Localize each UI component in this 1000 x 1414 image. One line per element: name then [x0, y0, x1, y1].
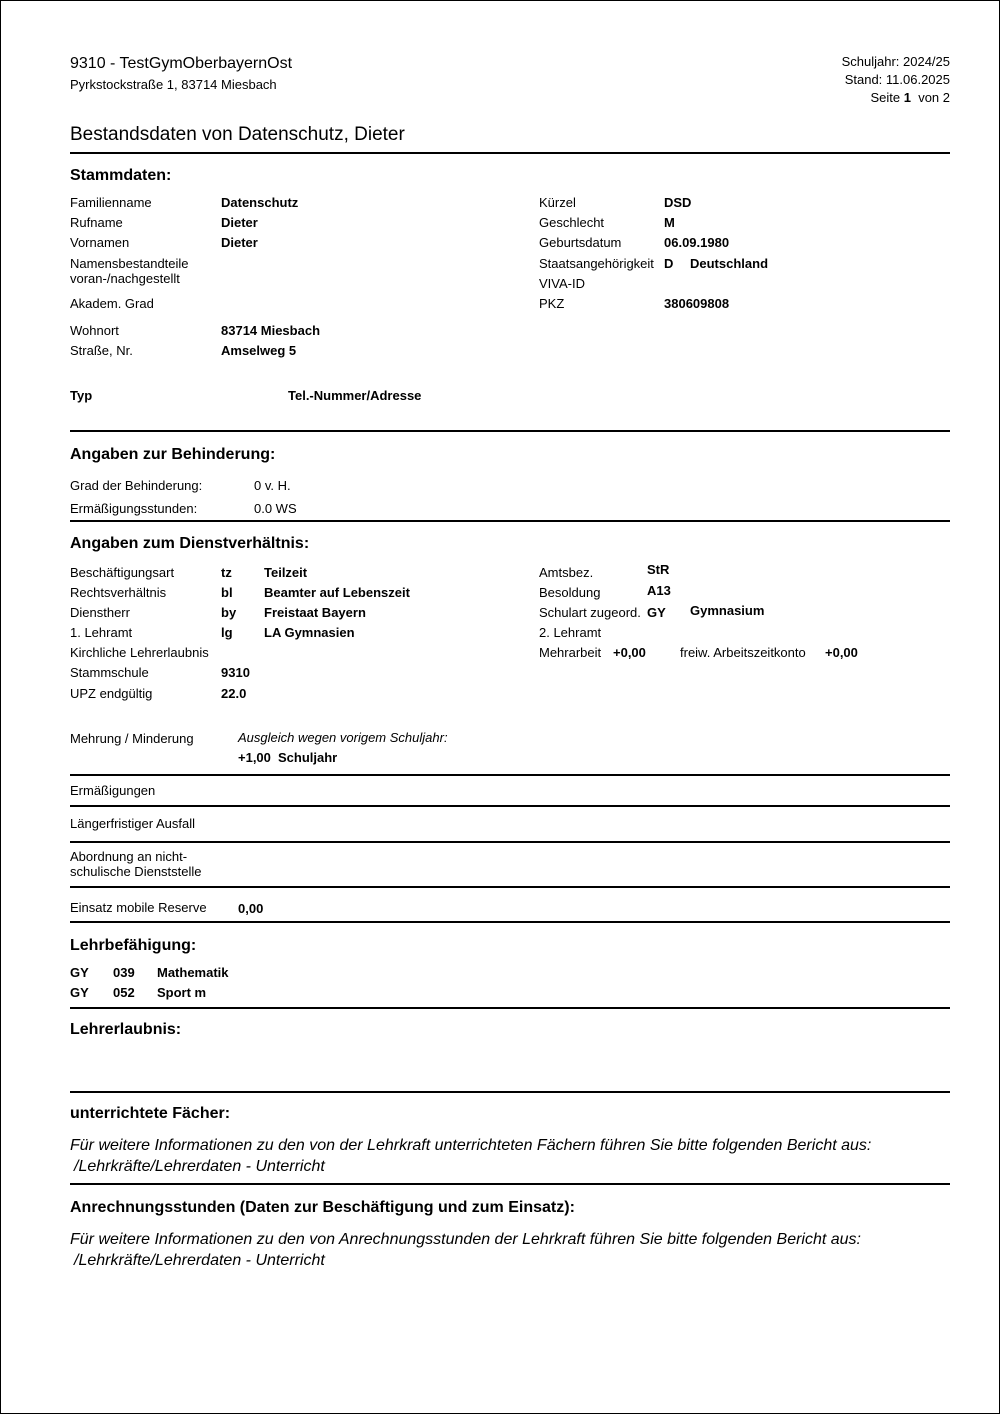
divider: [70, 1091, 950, 1093]
schuljahr: Schuljahr: 2024/25: [841, 54, 950, 69]
label-rufname: Rufname: [70, 215, 123, 230]
anrechnung-report-link: /Lehrkräfte/Lehrerdaten - Unterricht: [74, 1252, 325, 1269]
value-mobile-reserve: 0,00: [238, 901, 264, 916]
label-besoldung: Besoldung: [539, 585, 601, 600]
section-stammdaten-heading: Stammdaten:: [70, 167, 172, 184]
page-title: Bestandsdaten von Datenschutz, Dieter: [70, 124, 405, 145]
label-mehrung-minderung: Mehrung / Minderung: [70, 731, 194, 746]
stand-date: Stand: 11.06.2025: [844, 72, 950, 87]
faecher-text: Für weitere Informationen zu den von der Lehrkraft unterrichteten Fächern führen Sie bitte folgenden Bericht aus:: [70, 1137, 872, 1154]
label-kirchliche-lehrerlaubnis: Kirchliche Lehrerlaubnis: [70, 645, 209, 660]
value-kuerzel: DSD: [664, 195, 692, 210]
label-viva-id: VIVA-ID: [539, 276, 585, 291]
divider: [70, 520, 950, 522]
section-lehrerlaubnis-heading: Lehrerlaubnis:: [70, 1021, 182, 1038]
label-namensbestandteile-2: voran-/nachgestellt: [70, 271, 180, 286]
label-vornamen: Vornamen: [70, 235, 130, 250]
value-grad-behinderung: 0 v. H.: [254, 478, 291, 493]
value-geschlecht: M: [664, 215, 675, 230]
section-anrechnung-heading: Anrechnungsstunden (Daten zur Beschäftigung und zum Einsatz):: [70, 1199, 575, 1216]
lehrbef-nr: 039: [113, 965, 135, 980]
lehrbef-schulart: GY: [70, 965, 89, 980]
label-schulart: Schulart zugeord.: [539, 605, 641, 620]
label-wohnort: Wohnort: [70, 323, 119, 338]
label-ermaessigungen: Ermäßigungen: [70, 783, 156, 798]
divider: [70, 430, 950, 432]
label-amtsbez: Amtsbez.: [539, 565, 594, 580]
label-abordnung-2: schulische Dienststelle: [70, 864, 202, 879]
value-vornamen: Dieter: [221, 235, 258, 250]
value-rufname: Dieter: [221, 215, 258, 230]
label-familienname: Familienname: [70, 195, 152, 210]
value-schulart: Gymnasium: [690, 603, 765, 618]
divider: [70, 805, 950, 807]
label-namensbestandteile: Namensbestandteile: [70, 256, 189, 271]
value-staatsangehoerigkeit-code: D: [664, 256, 674, 271]
code-lehramt-1: lg: [221, 625, 233, 640]
section-dienst-heading: Angaben zum Dienstverhältnis:: [70, 535, 310, 552]
label-upz: UPZ endgültig: [70, 686, 153, 701]
label-dienstherr: Dienstherr: [70, 605, 130, 620]
label-mehrarbeit: Mehrarbeit: [539, 645, 602, 660]
value-upz: 22.0: [221, 686, 247, 701]
divider: [70, 1183, 950, 1185]
divider: [70, 1007, 950, 1009]
label-arbeitszeitkonto: freiw. Arbeitszeitkonto: [680, 645, 806, 660]
lehrbef-fach: Sport m: [157, 985, 207, 1000]
label-geburtsdatum: Geburtsdatum: [539, 235, 622, 250]
label-lehramt-2: 2. Lehramt: [539, 625, 602, 640]
value-geburtsdatum: 06.09.1980: [664, 235, 730, 250]
ausgleich-value: +1,00: [238, 750, 271, 765]
value-dienstherr: Freistaat Bayern: [264, 605, 366, 620]
label-rechtsverhaeltnis: Rechtsverhältnis: [70, 585, 167, 600]
value-wohnort: 83714 Miesbach: [221, 323, 321, 338]
label-grad-behinderung: Grad der Behinderung:: [70, 478, 203, 493]
value-arbeitszeitkonto: +0,00: [825, 645, 858, 660]
contact-header-tel: Tel.-Nummer/Adresse: [288, 388, 422, 403]
value-besoldung: A13: [647, 583, 671, 598]
label-stammschule: Stammschule: [70, 665, 149, 680]
faecher-report-link: /Lehrkräfte/Lehrerdaten - Unterricht: [74, 1158, 325, 1175]
lehrbef-fach: Mathematik: [157, 965, 229, 980]
value-beschaeftigungsart: Teilzeit: [264, 565, 308, 580]
page-suffix: von 2: [918, 90, 950, 105]
value-amtsbez: StR: [647, 562, 670, 577]
value-staatsangehoerigkeit: Deutschland: [690, 256, 769, 271]
lehrbef-schulart: GY: [70, 985, 89, 1000]
label-mobile-reserve: Einsatz mobile Reserve: [70, 900, 207, 915]
value-lehramt-1: LA Gymnasien: [264, 625, 355, 640]
value-familienname: Datenschutz: [221, 195, 299, 210]
lehrbef-nr: 052: [113, 985, 135, 1000]
label-geschlecht: Geschlecht: [539, 215, 605, 230]
value-ermaessigungsstunden: 0.0 WS: [254, 501, 297, 516]
label-akad-grad: Akadem. Grad: [70, 296, 154, 311]
ausgleich-text: Ausgleich wegen vorigem Schuljahr:: [238, 730, 448, 745]
code-dienstherr: by: [221, 605, 237, 620]
divider: [70, 841, 950, 843]
anrechnung-text: Für weitere Informationen zu den von Anrechnungsstunden der Lehrkraft führen Sie bitte folgenden Bericht aus:: [70, 1231, 861, 1248]
label-kuerzel: Kürzel: [539, 195, 576, 210]
label-lehramt-1: 1. Lehramt: [70, 625, 133, 640]
section-behinderung-heading: Angaben zur Behinderung:: [70, 446, 276, 463]
value-pkz: 380609808: [664, 296, 730, 311]
divider: [70, 774, 950, 776]
label-staatsangehoerigkeit: Staatsangehörigkeit: [539, 256, 654, 271]
value-mehrarbeit: +0,00: [613, 645, 646, 660]
contact-header-typ: Typ: [70, 388, 93, 403]
value-schulart-code: GY: [647, 605, 666, 620]
code-rechtsverhaeltnis: bl: [221, 585, 233, 600]
code-beschaeftigungsart: tz: [221, 565, 232, 580]
school-address: Pyrkstockstraße 1, 83714 Miesbach: [70, 77, 277, 92]
divider: [70, 921, 950, 923]
label-ermaessigungsstunden: Ermäßigungsstunden:: [70, 501, 198, 516]
section-lehrbefaehigung-heading: Lehrbefähigung:: [70, 937, 197, 954]
ausgleich-unit: Schuljahr: [278, 750, 338, 765]
section-faecher-heading: unterrichtete Fächer:: [70, 1105, 231, 1122]
label-laengerfristiger-ausfall: Längerfristiger Ausfall: [70, 816, 196, 831]
label-pkz: PKZ: [539, 296, 565, 311]
label-beschaeftigungsart: Beschäftigungsart: [70, 565, 175, 580]
label-abordnung: Abordnung an nicht-: [70, 849, 188, 864]
page-prefix: Seite: [870, 90, 901, 105]
divider: [70, 886, 950, 888]
page-current: 1: [903, 90, 911, 105]
page-number: [870, 90, 950, 106]
value-strasse: Amselweg 5: [221, 343, 297, 358]
label-strasse: Straße, Nr.: [70, 343, 133, 358]
value-rechtsverhaeltnis: Beamter auf Lebenszeit: [264, 585, 410, 600]
divider: [70, 152, 950, 154]
value-stammschule: 9310: [221, 665, 250, 680]
school-name: 9310 - TestGymOberbayernOst: [70, 55, 293, 72]
